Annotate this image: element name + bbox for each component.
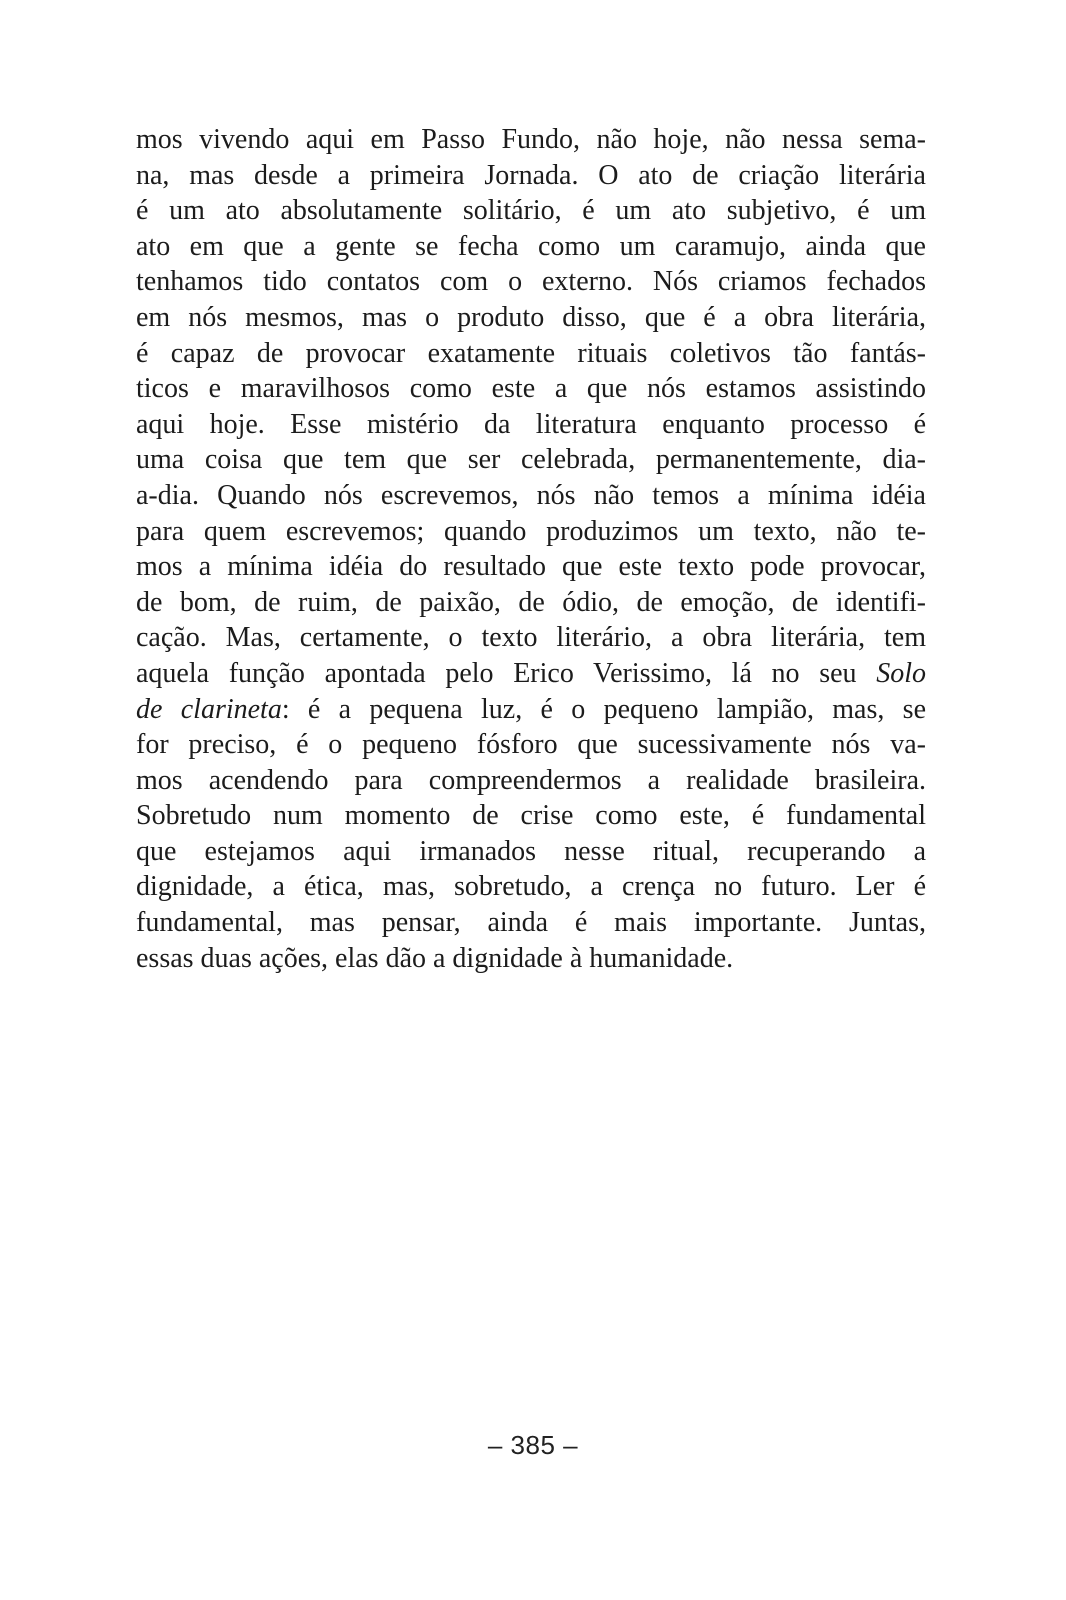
- text-segment: : é a pequena luz, é o pequeno lampião, mas, se: [281, 693, 926, 725]
- text-line: fundamental, mas pensar, ainda é mais importante. Juntas,: [136, 907, 926, 939]
- body-text: [136, 122, 926, 976]
- text-line: ticos e maravilhosos como este a que nós estamos assistindo: [136, 373, 926, 405]
- text-line: mos a mínima idéia do resultado que este texto pode provocar,: [136, 551, 926, 583]
- text-line: mos acendendo para compreendermos a realidade brasileira.: [136, 764, 926, 796]
- text-line: que estejamos aqui irmanados nesse ritual, recuperando a: [136, 835, 926, 867]
- text-line: para quem escrevemos; quando produzimos um texto, não te-: [136, 515, 926, 547]
- book-title-italic: Solo: [876, 657, 926, 689]
- text-line: a-dia. Quando nós escrevemos, nós não temos a mínima idéia: [136, 479, 926, 511]
- text-line: é capaz de provocar exatamente rituais coletivos tão fantás-: [136, 337, 926, 369]
- text-line: [136, 692, 926, 728]
- text-line: Sobretudo num momento de crise como este, é fundamental: [136, 800, 926, 832]
- text-line: aqui hoje. Esse mistério da literatura enquanto processo é: [136, 408, 926, 440]
- text-line: dignidade, a ética, mas, sobretudo, a crença no futuro. Ler é: [136, 871, 926, 903]
- text-line-last: essas duas ações, elas dão a dignidade à humanidade.: [136, 942, 734, 974]
- text-line: [136, 656, 926, 692]
- book-title-italic: de clarineta: [136, 693, 282, 725]
- page-number: – 385 –: [487, 1430, 579, 1460]
- text-line: ato em que a gente se fecha como um caramujo, ainda que: [136, 230, 926, 262]
- text-line: em nós mesmos, mas o produto disso, que é a obra literária,: [136, 301, 926, 333]
- text-line: mos vivendo aqui em Passo Fundo, não hoje, não nessa sema-: [136, 124, 926, 155]
- text-line: cação. Mas, certamente, o texto literário, a obra literária, tem: [136, 622, 926, 654]
- text-line: é um ato absolutamente solitário, é um ato subjetivo, é um: [136, 195, 926, 227]
- text-segment: aquela função apontada pelo Erico Verissimo, lá no seu: [136, 657, 877, 689]
- text-line: for preciso, é o pequeno fósforo que sucessivamente nós va-: [136, 729, 926, 761]
- text-line: tenhamos tido contatos com o externo. Nós criamos fechados: [136, 266, 926, 298]
- text-line: de bom, de ruim, de paixão, de ódio, de emoção, de identifi-: [136, 586, 926, 618]
- text-line: uma coisa que tem que ser celebrada, permanentemente, dia-: [136, 444, 926, 476]
- text-line: na, mas desde a primeira Jornada. O ato de criação literária: [136, 159, 926, 191]
